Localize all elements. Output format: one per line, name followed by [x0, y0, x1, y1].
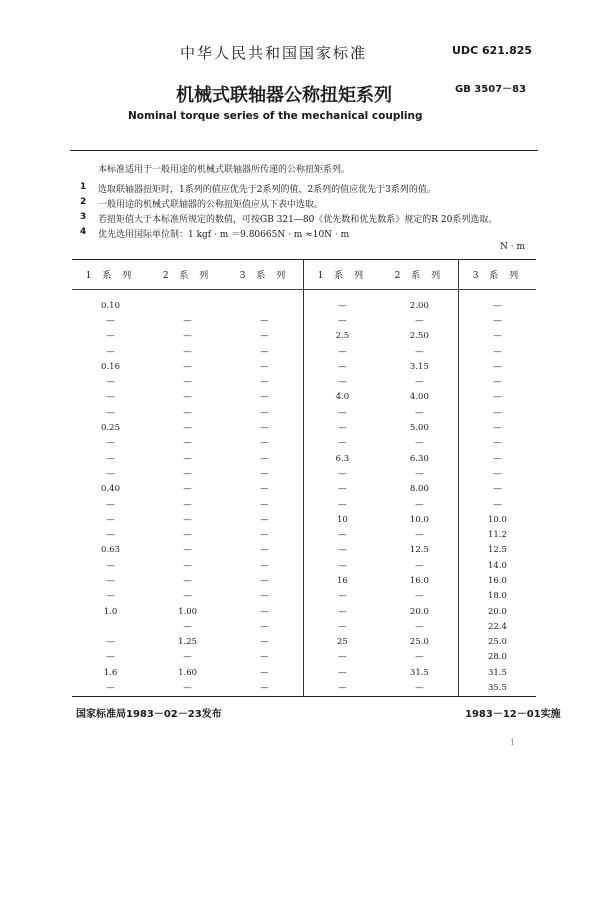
table-cell: — — [303, 589, 380, 604]
table-cell: — — [303, 374, 380, 389]
table-cell: 14.0 — [458, 558, 536, 573]
table-cell: — — [303, 420, 380, 435]
table-cell: — — [303, 313, 380, 328]
table-cell: — — [106, 453, 115, 464]
table-cell: 20.0 — [458, 604, 536, 619]
table-cell: — — [260, 545, 269, 556]
table-row — [72, 558, 536, 573]
effective-date: 1983－12－01实施 — [465, 709, 561, 720]
table-row — [72, 604, 536, 619]
table-cell: 16 — [303, 573, 380, 588]
table-cell: — — [149, 680, 226, 696]
table-cell: 5.00 — [409, 423, 429, 434]
table-cell: — — [183, 392, 192, 403]
column-header: 3 系 列 — [458, 260, 536, 290]
table-cell: — — [260, 315, 269, 326]
table-cell: — — [303, 604, 380, 619]
table-cell: — — [303, 359, 380, 374]
table-cell: 1.60 — [178, 667, 198, 678]
table-cell: — — [183, 591, 192, 602]
table-cell: 0.16 — [101, 361, 120, 372]
table-cell: — — [106, 575, 115, 586]
table-cell: — — [458, 436, 536, 451]
gb-number: GB 3507－83 — [455, 84, 527, 95]
table-cell: 22.4 — [458, 619, 536, 634]
table-cell: — — [106, 514, 115, 525]
table-cell: — — [415, 468, 424, 479]
table-row — [72, 451, 536, 466]
table-row — [72, 420, 536, 435]
table-cell: — — [183, 438, 192, 449]
table-cell: — — [183, 652, 192, 663]
table-cell: — — [260, 484, 269, 495]
table-cell: — — [106, 331, 115, 342]
clause-text: 选取联轴器扭矩时，1系列的值应优先于2系列的值，2系列的值应优先于3系列的值。 — [98, 185, 436, 195]
table-cell: — — [260, 499, 269, 510]
table-cell: 0.63 — [101, 545, 120, 556]
table-cell: — — [260, 591, 269, 602]
table-cell: 31.5 — [458, 665, 536, 680]
table-cell: — — [260, 438, 269, 449]
table-cell: 1.6 — [103, 667, 118, 678]
page-mark: 1 — [510, 738, 516, 747]
table-cell — [226, 290, 303, 314]
table-cell: — — [260, 392, 269, 403]
table-cell: — — [458, 497, 536, 512]
table-row — [72, 665, 536, 680]
table-cell: 6.3 — [303, 451, 380, 466]
table-cell: 8.00 — [409, 484, 429, 495]
top-rule — [70, 150, 538, 151]
column-header: 1 系 列 — [72, 260, 149, 290]
table-cell: 16.0 — [458, 573, 536, 588]
table-cell: — — [303, 436, 380, 451]
table-cell: — — [303, 680, 380, 696]
torque-series-table — [72, 259, 536, 697]
table-body — [72, 290, 536, 697]
table-cell: — — [458, 313, 536, 328]
table-cell: — — [415, 652, 424, 663]
table-cell: — — [260, 377, 269, 388]
table-cell: — — [106, 499, 115, 510]
table-cell: 2.5 — [303, 329, 380, 344]
table-row — [72, 543, 536, 558]
table-row — [72, 390, 536, 405]
table-cell: — — [183, 468, 192, 479]
udc-code: UDC 621.825 — [452, 44, 533, 57]
table-row — [72, 374, 536, 389]
table-cell: 35.5 — [458, 680, 536, 696]
table-cell: — — [415, 499, 424, 510]
unit-label: N · m — [500, 242, 525, 252]
table-cell: — — [183, 346, 192, 357]
table-cell: — — [183, 530, 192, 541]
table-row — [72, 527, 536, 542]
table-cell: — — [260, 575, 269, 586]
clause-number: 1 — [80, 182, 87, 192]
column-header: 3 系 列 — [226, 260, 303, 290]
table-cell: — — [183, 621, 192, 632]
table-cell: — — [106, 346, 115, 357]
table-cell: — — [260, 514, 269, 525]
table-cell: 16.0 — [409, 575, 429, 586]
table-row — [72, 680, 536, 696]
table-cell: 1.00 — [178, 606, 198, 617]
table-cell: 25 — [303, 635, 380, 650]
table-cell: — — [415, 315, 424, 326]
table-row — [72, 466, 536, 481]
issue-date: 国家标准局1983－02－23发布 — [76, 709, 222, 720]
table-row — [72, 619, 536, 634]
table-cell: — — [415, 346, 424, 357]
table-cell: — — [106, 468, 115, 479]
clause-text: 一般用途的机械式联轴器的公称扭矩值应从下表中选取。 — [98, 200, 324, 210]
table-row — [72, 512, 536, 527]
table-cell: 12.5 — [409, 545, 429, 556]
table-cell: — — [72, 680, 149, 696]
table-cell: — — [260, 621, 269, 632]
table-row — [72, 359, 536, 374]
table-cell: — — [106, 392, 115, 403]
clause-number: 4 — [80, 227, 87, 237]
table-cell: 6.30 — [409, 453, 429, 464]
table-cell: — — [415, 560, 424, 571]
table-cell: 28.0 — [458, 650, 536, 665]
table-cell: — — [106, 407, 115, 418]
table-cell: — — [458, 359, 536, 374]
table-cell: 10 — [303, 512, 380, 527]
table-cell: — — [183, 361, 192, 372]
table-cell: — — [458, 451, 536, 466]
table-cell: — — [415, 621, 424, 632]
table-cell: — — [303, 558, 380, 573]
table-cell: — — [458, 420, 536, 435]
table-cell: — — [458, 329, 536, 344]
table-cell: — — [260, 560, 269, 571]
table-row — [72, 589, 536, 604]
table-row — [72, 344, 536, 359]
table-cell: — — [303, 650, 380, 665]
table-cell: — — [260, 423, 269, 434]
table-cell: — — [415, 407, 424, 418]
table-cell: — — [260, 468, 269, 479]
table-cell: — — [183, 315, 192, 326]
table-cell: — — [458, 344, 536, 359]
clause-text: 优先选用国际单位制：1 kgf · m ＝9.80665N · m ≈10N · m — [98, 230, 350, 240]
clause-number: 3 — [80, 212, 87, 222]
table-cell: — — [415, 591, 424, 602]
table-cell: 25.0 — [409, 637, 429, 648]
table-row — [72, 436, 536, 451]
table-cell: — — [303, 466, 380, 481]
table-cell: — — [260, 667, 269, 678]
table-cell: — — [458, 405, 536, 420]
table-cell: — — [260, 331, 269, 342]
table-cell: — — [458, 390, 536, 405]
table-cell: — — [415, 438, 424, 449]
table-cell: — — [260, 346, 269, 357]
table-cell: 1.25 — [178, 637, 198, 648]
standard-name: 中华人民共和国国家标准 — [180, 44, 368, 62]
table-cell: — — [183, 331, 192, 342]
table-cell: — — [303, 619, 380, 634]
table-cell: — — [458, 290, 536, 314]
table-cell: — — [415, 530, 424, 541]
table-cell: 4.0 — [303, 390, 380, 405]
column-header: 1 系 列 — [303, 260, 380, 290]
table-cell: — — [458, 482, 536, 497]
table-cell: — — [106, 377, 115, 388]
table-cell: — — [106, 560, 115, 571]
table-row — [72, 313, 536, 328]
table-cell: — — [183, 545, 192, 556]
table-cell — [149, 290, 226, 314]
table-cell: 0.10 — [101, 300, 120, 311]
table-cell: — — [106, 530, 115, 541]
table-row — [72, 497, 536, 512]
table-cell — [72, 619, 149, 634]
document-title: 机械式联轴器公称扭矩系列 — [176, 85, 392, 106]
column-header: 2 系 列 — [381, 260, 459, 290]
table-cell: — — [183, 575, 192, 586]
table-cell: — — [260, 637, 269, 648]
table-cell: — — [183, 407, 192, 418]
table-cell: — — [106, 591, 115, 602]
table-cell: — — [303, 527, 380, 542]
table-cell: — — [183, 423, 192, 434]
table-cell: — — [106, 637, 115, 648]
table-cell: — — [260, 453, 269, 464]
table-cell: — — [183, 377, 192, 388]
table-cell: 12.5 — [458, 543, 536, 558]
table-cell: — — [303, 665, 380, 680]
table-cell: — — [260, 361, 269, 372]
clause-number: 2 — [80, 197, 87, 207]
table-cell: 20.0 — [409, 606, 429, 617]
intro-paragraph: 本标准适用于一般用途的机械式联轴器所传递的公称扭矩系列。 — [98, 165, 351, 175]
table-cell: — — [106, 315, 115, 326]
table-cell: — — [183, 560, 192, 571]
table-cell: — — [183, 453, 192, 464]
table-row — [72, 573, 536, 588]
table-row — [72, 482, 536, 497]
table-cell: — — [381, 680, 459, 696]
table-cell: 0.25 — [101, 423, 120, 434]
table-header-row — [72, 260, 536, 290]
table-cell: 2.50 — [409, 331, 429, 342]
table-row — [72, 290, 536, 314]
table-row — [72, 650, 536, 665]
table-cell: — — [303, 497, 380, 512]
table-row — [72, 405, 536, 420]
table-cell: — — [183, 484, 192, 495]
table-cell: — — [183, 499, 192, 510]
column-header: 2 系 列 — [149, 260, 226, 290]
table-cell: — — [303, 290, 380, 314]
table-cell: — — [303, 543, 380, 558]
table-cell: — — [260, 530, 269, 541]
table-row — [72, 329, 536, 344]
table-cell: — — [183, 514, 192, 525]
table-cell: 11.2 — [458, 527, 536, 542]
table-cell: 31.5 — [409, 667, 429, 678]
table-cell: 25.0 — [458, 635, 536, 650]
document-subtitle: Nominal torque series of the mechanical coupling — [128, 110, 423, 122]
clause-text: 若扭矩值大于本标准所规定的数值，可按GB 321—80《优先数和优先数系》规定的R 20系列选取。 — [98, 215, 498, 225]
table-cell: — — [106, 652, 115, 663]
table-cell: 3.15 — [409, 361, 429, 372]
table-cell: 0.40 — [101, 484, 120, 495]
table-cell: — — [106, 438, 115, 449]
table-cell: — — [260, 606, 269, 617]
table-cell: — — [458, 466, 536, 481]
table-row — [72, 635, 536, 650]
table-cell: — — [260, 652, 269, 663]
table-cell: 1.0 — [103, 606, 118, 617]
table-cell: — — [415, 377, 424, 388]
table-cell: — — [260, 407, 269, 418]
table-cell: — — [303, 482, 380, 497]
table-cell: 18.0 — [458, 589, 536, 604]
table-cell: — — [303, 405, 380, 420]
table-cell: — — [226, 680, 303, 696]
table-cell: 10.0 — [458, 512, 536, 527]
table-cell: 10.0 — [409, 514, 429, 525]
table-cell: — — [303, 344, 380, 359]
table-cell: — — [458, 374, 536, 389]
table-cell: 4.00 — [409, 392, 429, 403]
table-cell: 2.00 — [409, 300, 429, 311]
